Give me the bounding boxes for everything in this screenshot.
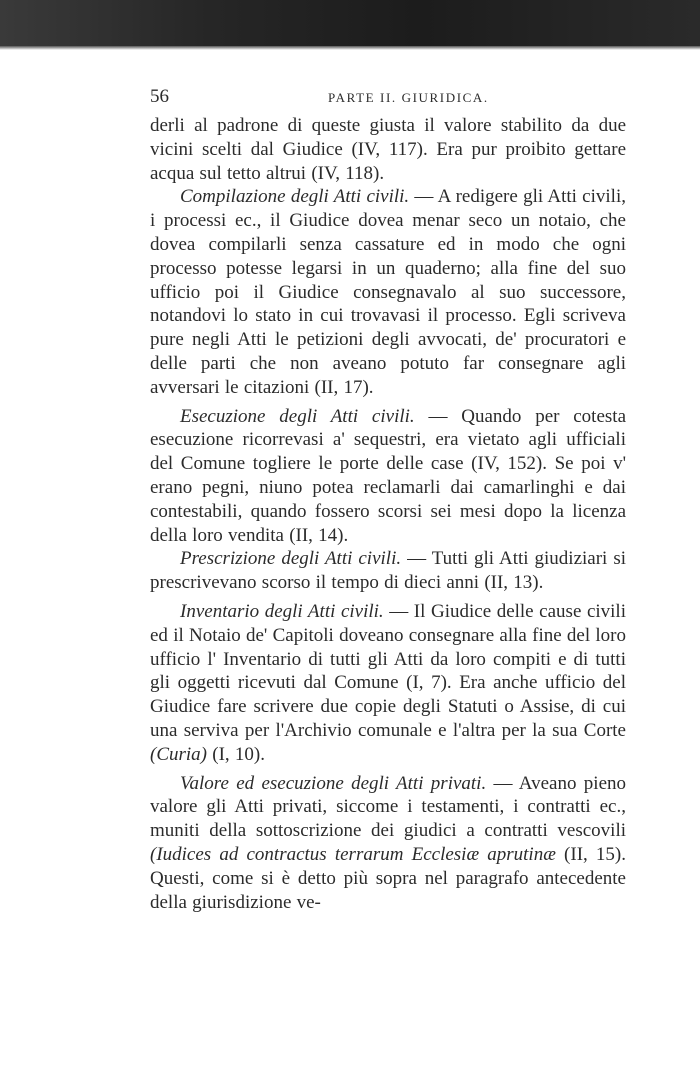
body-text (150, 114, 626, 914)
section-heading: Esecuzione degli Atti civili. (180, 405, 415, 427)
paragraph-prescrizione (150, 547, 626, 595)
paragraph-text: — Il Giudice delle cause civili ed il Notaio de' Capitoli doveano consegnare alla fine del loro ufficio l' Inventario di tutti gli Atti da loro compiti e di tutti gli oggetti ricevuti dal Comune (I, 7). Era anche ufficio del Giudice fare scrivere due copie degli Statuti o Assise, di cui una serviva per l'Archivio comunale e l'altra per la sua Corte (150, 600, 626, 741)
paragraph-text: — Aveano pieno valore gli Atti privati, siccome i testamenti, i contratti ec., muniti della sottoscrizione dei giudici a contratti vescovili (150, 772, 627, 842)
paragraph-valore (150, 772, 626, 915)
paragraph-text-end: (I, 10). (207, 743, 265, 765)
paragraph-inventario (150, 600, 626, 767)
paragraph-text: — Quando per cotesta esecuzione ricorrevasi a' sequestri, era vietato agli ufficiali del Comune togliere le porte delle case (IV, 152). Se poi v' erano pegni, niuno potea reclamarli dai camarlinghi e dai contestabili, quando fossero scorsi sei mesi dopo la licenza della loro vendita (II, 14). (150, 405, 626, 546)
section-heading: Prescrizione degli Atti civili. (180, 548, 402, 570)
section-heading: Valore ed esecuzione degli Atti privati. (180, 772, 487, 794)
running-title: PARTE II. GIURIDICA. (328, 90, 489, 105)
paragraph-esecuzione (150, 405, 626, 548)
book-page (150, 86, 626, 914)
paragraph-text: — Tutti gli Atti giudiziari si prescrivevano scorso il tempo di dieci anni (II, 13). (150, 548, 626, 594)
paragraph-text-end: (II, 15). Questi, come si è detto più sopra nel paragrafo antecedente della giurisdizione ve- (150, 843, 626, 913)
paragraph-compilazione (150, 185, 626, 399)
italic-term: (Curia) (150, 743, 207, 765)
page-number: 56 (150, 86, 169, 107)
italic-term: (Iudices ad contractus terrarum Ecclesiæ aprutinæ (150, 843, 556, 865)
scan-dark-border (0, 0, 700, 46)
paragraph-text: derli al padrone di queste giusta il valore stabilito da due vicini scelti dal Giudice (IV, 117). Era pur proibito gettare acqua sul tetto altrui (IV, 118). (150, 115, 626, 184)
paragraph-text: — A redigere gli Atti civili, i processi ec., il Giudice dovea menar seco un notaio, che dovea compilarli senza cassature ed in modo che ogni processo potesse legarsi in un quaderno; alla fine del suo ufficio poi il Giudice consegnavalo al suo successore, notandovi lo stato in cui trovavasi il processo. Egli scriveva pure negli Atti le petizioni degli avvocati, de' procuratori e delle parti che non aveano potuto far consegnare agli avversari le citazioni (II, 17). (150, 186, 626, 398)
running-header (150, 86, 626, 114)
section-heading: Inventario degli Atti civili. (180, 600, 384, 622)
paragraph-continuation (150, 114, 626, 185)
section-heading: Compilazione degli Atti civili. (180, 186, 410, 208)
